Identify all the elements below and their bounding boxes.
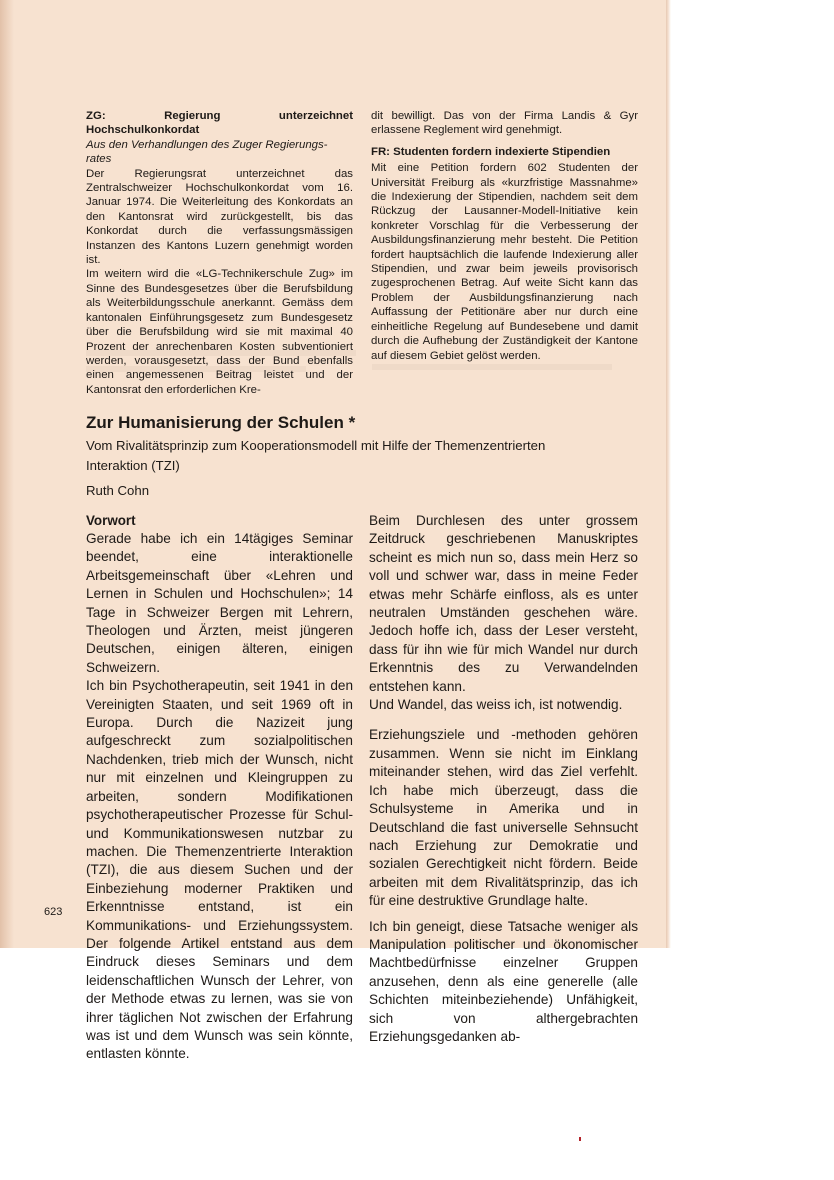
news-heading-fr: FR: Studenten fordern indexierte Stipendien (371, 145, 611, 158)
news-subtitle-line: Aus den Verhandlungen des Zuger Regierungs- (86, 138, 328, 151)
article-paragraph: Ich bin Psychotherapeutin, seit 1941 in den Vereinigten Staaten, und seit 1969 oft in Europa. Durch die Nazizeit jung aufgeschreckt zum sozialpolitischen Nachdenken, trieb mich der Wunsch, nicht nur mit einzelnen und Kleingruppen zu arbeiten, sondern Modifikationen psychotherapeutischer Prozesse für Schul- und Kommunikationswesen nutzbar zu machen. Die Themenzentrierte Interaktion (TZI), die aus diesem Suchen und der Einbeziehung moderner Praktiken und Erkenntnisse entstand, ist ein Kommunikations- und Erziehungssystem. Der folgende Artikel entstand aus dem Eindruck dieses Seminars und dem leidenschaftlichen Wunsch der Lehrer, von der Methode etwas zu lernen, was sie von ihrer täglichen Not zwischen der Erfahrung was ist und dem Wunsch was sein könnte, entlasten könnte. (86, 678, 353, 1062)
article-paragraph: Erziehungsziele und -methoden gehören zusammen. Wenn sie nicht im Einklang miteinander stehen, wird das Ziel verfehlt. Ich habe mich überzeugt, dass die Schulsysteme in Amerika und in Deutschland die fast universelle Sehnsucht nach Erziehung zur Demokratie und sozialen Gerechtigkeit nicht fördern. Beide arbeiten mit dem Rivalitätsprinzip, das ich für eine destruktive Grundlage halte. (369, 727, 638, 909)
news-subtitle-line: rates (86, 153, 112, 166)
news-column-right (371, 109, 638, 363)
article-title: Zur Humanisierung der Schulen * (86, 413, 356, 432)
article-paragraph: Ich bin geneigt, diese Tatsache weniger als Manipulation politischer und ökonomischer Machtbedürfnisse einzelner Gruppen anzusehen, denn als eine generelle (alle Schichten miteinbeziehende) Unfähigkeit, sich von althergebrachten Erziehungsgedanken ab- (369, 918, 638, 1044)
show-through-line (372, 364, 612, 370)
article-header (86, 412, 646, 500)
article-paragraph: Beim Durchlesen des unter grossem Zeitdruck geschriebenen Manuskriptes scheint es mich nun so, dass mein Herz so voll und schwer war, dass in meine Feder etwas mehr Schärfe einfloss, als es unter neutralen Umständen geschehen wäre. Jedoch hoffe ich, dass der Leser versteht, dass für ihn wie für mich Wandel nur durch Erkenntnis des zu Verwandelnden entstehen kann. (369, 513, 638, 694)
news-continuation: dit bewilligt. Das von der Firma Landis & Gyr erlassene Reglement wird genehmigt. (371, 110, 638, 137)
article-paragraph: Gerade habe ich ein 14tägiges Seminar beendet, eine interaktionelle Arbeitsgemeinschaft über «Lehren und Lernen in Schulen und Hochschulen»; 14 Tage in Schweizer Bergen mit Lehrern, Theologen und Ärzten, meist jüngeren Deutschen, einigen älteren, einigen Schweizern. (86, 531, 353, 675)
article-subtitle-line: Vom Rivalitätsprinzip zum Kooperationsmodell mit Hilfe der Themenzentrierten (86, 438, 546, 453)
section-heading-vorwort: Vorwort (86, 513, 136, 528)
spine-shadow (0, 0, 14, 948)
news-paragraph: Mit eine Petition fordern 602 Studenten der Universität Freiburg als «kurzfristige Massnahme» die Indexierung der Stipendien, nachdem seit dem Rückzug der Lausanner-Modell-Initiative kein konkreter Vorschlag für die Verbesserung der Ausbildungsfinanzierung mehr besteht. Die Petition fordert hauptsächlich die laufende Indexierung aller Stipendien, und zwar beim jeweils provisorisch zugesprochenen Betrag. Auf weite Sicht kann das Problem der Ausbildungsfinanzierung nach Auffassung der Petitionäre aber nur durch eine einheitliche Regelung auf Bundesebene und damit durch die Aufhebung der Zuständigkeit der Kantone auf diesem Gebiet gelöst werden. (371, 162, 638, 362)
news-item-zg (86, 109, 353, 397)
article-column-right (369, 512, 638, 1046)
page-number: 623 (44, 906, 63, 918)
stray-mark (579, 1137, 581, 1141)
article-subtitle-line: Interaktion (TZI) (86, 458, 180, 473)
article-subtitle (86, 436, 646, 476)
news-paragraph: Der Regierungsrat unterzeichnet das Zentralschweizer Hochschulkonkordat vom 16. Januar 1974. Die Weiterleitung des Konkordats an den Kantonsrat wird zurückgestellt, bis das Konkordat durch die verfassungsmässigen Instanzen des Kantons Luzern genehmigt worden ist. (86, 167, 353, 267)
news-subtitle-zg (86, 138, 353, 167)
article-column-left (86, 512, 353, 1064)
page-edge (666, 0, 671, 948)
news-paragraph: Im weitern wird die «LG-Technikerschule Zug» im Sinne des Bundesgesetzes über die Berufsbildung als Weiterbildungsschule anerkannt. Gemäss dem kantonalen Einführungsgesetz zum Bundesgesetz über die Berufsbildung wird sie mit maximal 40 Prozent der anrechenbaren Kosten subventioniert werden, vorausgesetzt, dass der Bund ebenfalls einen angemessenen Beitrag leistet und der Kantonsrat den erforderlichen Kre- (86, 268, 353, 396)
news-heading-zg: ZG: Regierung unterzeichnet Hochschulkonkordat (86, 110, 353, 137)
article-author: Ruth Cohn (86, 483, 150, 498)
article-paragraph: Und Wandel, das weiss ich, ist notwendig. (369, 697, 623, 713)
